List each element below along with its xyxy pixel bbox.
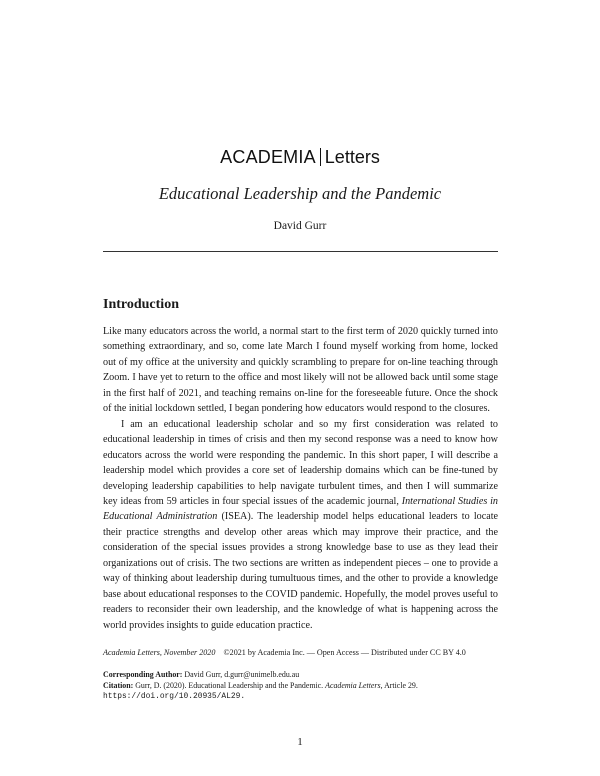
page-number: 1 [297, 736, 303, 748]
footer-journal-date: Academia Letters, November 2020 [103, 648, 216, 657]
citation-journal: Academia Letters [325, 680, 381, 690]
journal-masthead [0, 146, 600, 168]
article-title: Educational Leadership and the Pandemic [158, 184, 442, 203]
doi-link[interactable]: https://doi.org/10.20935/AL29. [103, 692, 246, 701]
paragraph-2-part-a: I am an educational leadership scholar and so my first consideration was related to educational leadership in times of crisis and then my second response was a need to know how educators across the world were responding the pandemic. In this short paper, I will describe a leadership model which provides a core set of leadership domains which can be fine-tuned by developing leadership capabilities to help navigate turbulent times, and then I will summarize key ideas from 59 articles in four special issues of the academic journal, [103, 418, 498, 507]
letters-logo-text: Letters [324, 147, 380, 167]
corresponding-author-value: David Gurr, d.gurr@unimelb.edu.au [184, 670, 300, 679]
academia-logo-text: ACADEMIA [220, 147, 316, 167]
paragraph-1: Like many educators across the world, a normal start to the first term of 2020 quickly turned into something extraordinary, and so, come late March I found myself working from home, locked out of my office at the university and quickly scrambling to prepare for on-line teaching through Zoom. I have yet to return to the office and most likely will not be allowed back until some stage in the first half of 2021, and teaching remains on-line for the foreseeable future. Once the shock of the initial lockdown settled, I began pondering how educators would respond to the closures. [103, 326, 498, 415]
citation-label: Citation: [103, 680, 134, 690]
footer-line [103, 647, 498, 658]
section-heading: Introduction [103, 297, 179, 312]
title-rule [103, 251, 498, 252]
journal-name: International Studies in Educational Administration [103, 495, 498, 523]
citation-text: Gurr, D. (2020). Educational Leadership and the Pandemic. [135, 680, 324, 690]
masthead-divider [320, 148, 321, 166]
body-text [103, 324, 498, 633]
citation-row [103, 681, 523, 692]
doi-row [103, 691, 523, 703]
footer-copyright: ©2021 by Academia Inc. — Open Access — Distributed under CC BY 4.0 [223, 648, 466, 657]
article-meta [103, 670, 523, 703]
article-author: David Gurr [273, 220, 327, 232]
paragraph-2-part-b: (ISEA). The leadership model helps educational leaders to locate their practice strengths and develop other areas which may improve their practice, and the consideration of the special issues provides a strong knowledge base to use as they lead their organizations out of crisis. The two sections are written as independent pieces – one to provide a way of thinking about leadership during tumultuous times, and the other to provide a knowledge base about educational responses to the COVID pandemic. Hopefully, the model proves useful to readers to reconsider their own leadership, and the knowledge of what is happening across the world provides insights to guide education practice. [103, 511, 498, 631]
corresponding-author-row [103, 670, 523, 681]
paragraph-2 [103, 417, 498, 633]
citation-article: , Article 29. [380, 680, 418, 690]
corresponding-author-label: Corresponding Author: [103, 670, 183, 679]
